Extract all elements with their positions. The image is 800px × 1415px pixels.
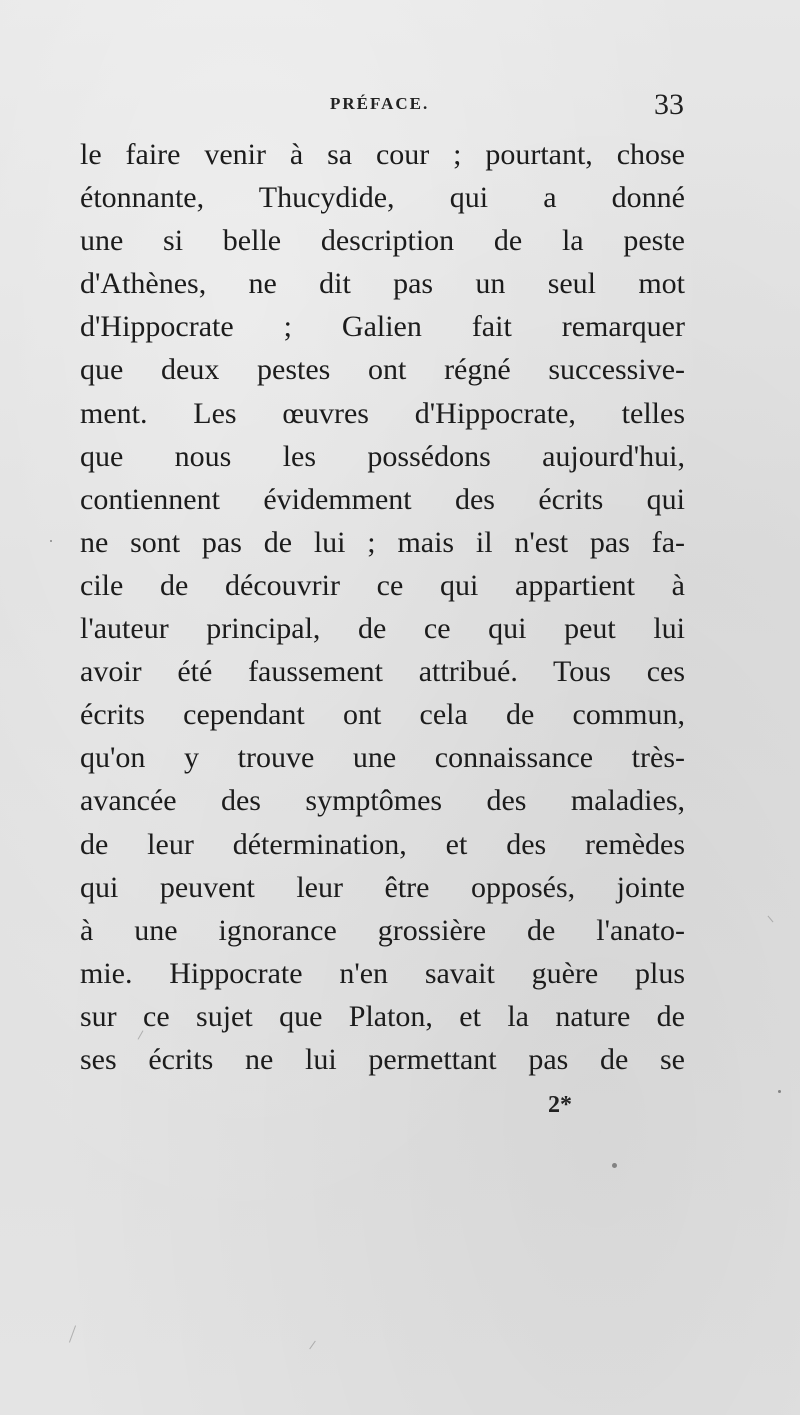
text-line: que deux pestes ont régné successive- bbox=[80, 353, 685, 387]
text-line: sur ce sujet que Platon, et la nature de bbox=[80, 999, 685, 1033]
text-line: contiennent évidemment des écrits qui bbox=[80, 482, 685, 516]
text-line: d'Hippocrate ; Galien fait remarquer bbox=[80, 310, 685, 344]
text-line: d'Athènes, ne dit pas un seul mot bbox=[80, 267, 685, 301]
text-line: qui peuvent leur être opposés, jointe bbox=[80, 870, 685, 904]
text-line: étonnante, Thucydide, qui a donné bbox=[80, 181, 685, 215]
text-line: l'auteur principal, de ce qui peut lui bbox=[80, 612, 685, 646]
running-head bbox=[80, 88, 684, 128]
body-text bbox=[80, 133, 685, 1081]
paper-speck bbox=[612, 1163, 617, 1168]
text-line: à une ignorance grossière de l'anato- bbox=[80, 913, 685, 947]
text-line: une si belle description de la peste bbox=[80, 224, 685, 258]
signature-mark: 2* bbox=[548, 1092, 572, 1118]
text-line: qu'on y trouve une connaissance très- bbox=[80, 741, 685, 775]
text-line: de leur détermination, et des remèdes bbox=[80, 827, 685, 861]
text-line: ses écrits ne lui permettant pas de se bbox=[80, 1042, 685, 1076]
text-line: cile de découvrir ce qui appartient à bbox=[80, 568, 685, 602]
paper-scratch bbox=[768, 916, 774, 923]
text-line: que nous les possédons aujourd'hui, bbox=[80, 439, 685, 473]
paper-speck bbox=[778, 1090, 781, 1093]
text-line: avancée des symptômes des maladies, bbox=[80, 784, 685, 818]
text-line: ment. Les œuvres d'Hippocrate, telles bbox=[80, 396, 685, 430]
paper-scratch bbox=[69, 1325, 76, 1342]
text-line: le faire venir à sa cour ; pourtant, chose bbox=[80, 138, 685, 171]
running-title: PRÉFACE. bbox=[330, 94, 430, 113]
paper-speck bbox=[50, 540, 52, 542]
page-number: 33 bbox=[654, 88, 684, 121]
text-line: écrits cependant ont cela de commun, bbox=[80, 698, 685, 732]
text-line: avoir été faussement attribué. Tous ces bbox=[80, 655, 685, 689]
paper-scratch bbox=[309, 1341, 316, 1350]
text-line: mie. Hippocrate n'en savait guère plus bbox=[80, 956, 685, 990]
text-line: ne sont pas de lui ; mais il n'est pas fa- bbox=[80, 525, 685, 559]
